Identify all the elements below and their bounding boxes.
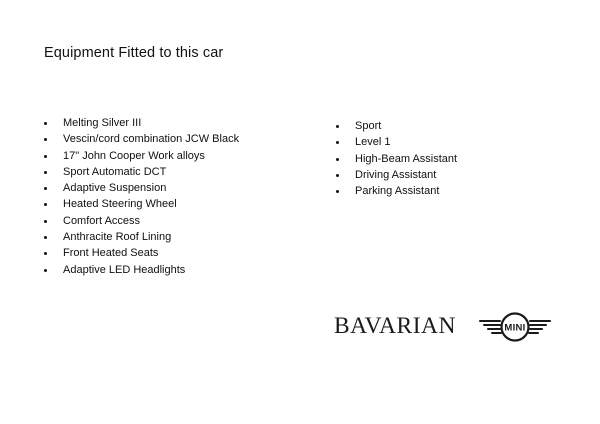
mini-logo-icon: [478, 311, 552, 343]
list-item: Sport: [336, 118, 457, 134]
bullet-icon: [44, 220, 47, 223]
bullet-icon: [44, 138, 47, 141]
bullet-icon: [44, 203, 47, 206]
bullet-icon: [44, 155, 47, 158]
list-item: Heated Steering Wheel: [44, 196, 239, 212]
list-item: High-Beam Assistant: [336, 151, 457, 167]
bullet-icon: [336, 158, 339, 161]
dealer-name: BAVARIAN: [334, 313, 456, 339]
bullet-icon: [44, 269, 47, 272]
bullet-icon: [336, 141, 339, 144]
bullet-icon: [44, 171, 47, 174]
list-item: Driving Assistant: [336, 167, 457, 183]
list-item: Adaptive Suspension: [44, 180, 239, 196]
equipment-list-right: [336, 118, 457, 199]
list-item: 17" John Cooper Work alloys: [44, 148, 239, 164]
mini-logo-text: MINI: [504, 322, 526, 334]
list-item: Level 1: [336, 134, 457, 150]
list-item: Adaptive LED Headlights: [44, 262, 239, 278]
list-item: Anthracite Roof Lining: [44, 229, 239, 245]
list-item: Melting Silver III: [44, 115, 239, 131]
list-item: Parking Assistant: [336, 183, 457, 199]
bullet-icon: [44, 122, 47, 125]
bullet-icon: [336, 125, 339, 128]
list-item: Sport Automatic DCT: [44, 164, 239, 180]
list-item: Vescin/cord combination JCW Black: [44, 131, 239, 147]
page-title: Equipment Fitted to this car: [44, 45, 224, 61]
equipment-list-left: [44, 115, 239, 278]
dealer-logo: [334, 311, 554, 343]
list-item: Front Heated Seats: [44, 245, 239, 261]
bullet-icon: [44, 187, 47, 190]
bullet-icon: [44, 252, 47, 255]
bullet-icon: [44, 236, 47, 239]
list-item: Comfort Access: [44, 213, 239, 229]
bullet-icon: [336, 190, 339, 193]
bullet-icon: [336, 174, 339, 177]
